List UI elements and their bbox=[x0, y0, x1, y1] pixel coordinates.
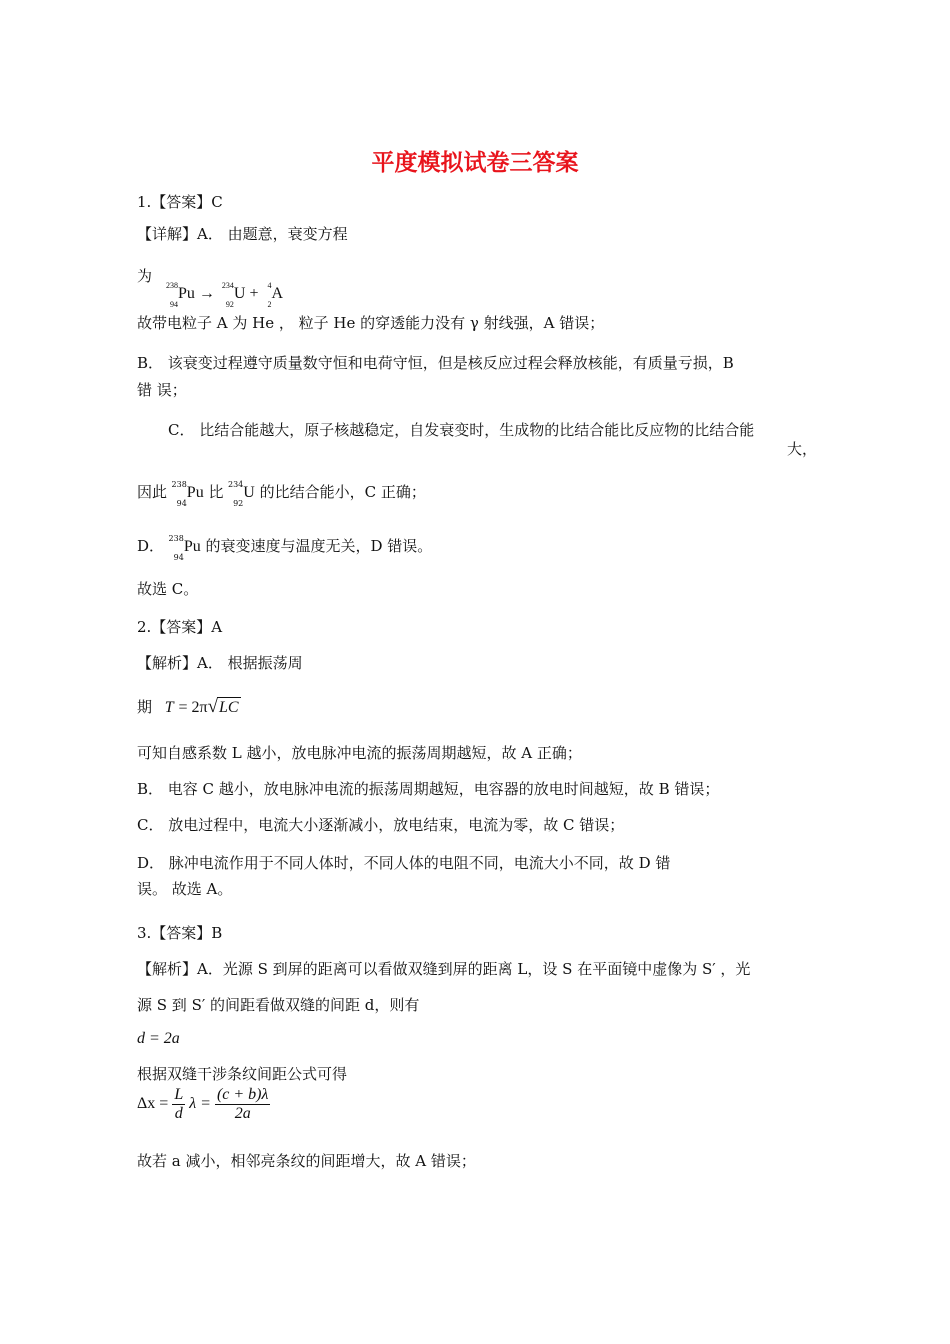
q3-d-equation: d = 2a bbox=[137, 1030, 180, 1047]
q3-analysis-line1: 【解析】A．光源 S 到屏的距离可以看做双缝到屏的距离 L，设 S 在平面镜中虚像为 S′ ，光 bbox=[137, 960, 751, 978]
q2-answer: 2.【答案】A bbox=[137, 618, 223, 636]
q1-answer: 1.【答案】C bbox=[137, 193, 223, 211]
isotope-pu: 238 94 bbox=[166, 281, 178, 310]
q3-conclusion: 故若 a 减小，相邻亮条纹的间距增大，故 A 错误； bbox=[137, 1152, 476, 1170]
q1-detail-a: 【详解】A． 由题意，衰变方程 bbox=[137, 225, 348, 243]
decay-equation: 238 94 Pu → 234 92 U + 4 2 A bbox=[163, 284, 283, 304]
fraction-l-over-d: $\frac{L}{d}$ bbox=[174, 1086, 184, 1122]
q1-b-line1: B． 该衰变过程遵守质量数守恒和电荷守恒，但是核反应过程会释放核能，有质量亏损，B bbox=[137, 354, 734, 372]
q2-a-conclusion: 可知自感系数 L 越小，放电脉冲电流的振荡周期越短，故 A 正确； bbox=[137, 744, 582, 762]
q1-c-line2: 大， bbox=[787, 440, 818, 458]
isotope-u: 234 92 bbox=[221, 281, 234, 310]
isotope-a: 4 2 bbox=[267, 281, 272, 310]
q3-answer: 3.【答案】B bbox=[137, 924, 223, 942]
q2-period-formula: 期 T = 2π√LC bbox=[137, 696, 239, 717]
q3-formula-intro: 根据双缝干涉条纹间距公式可得 bbox=[137, 1065, 348, 1083]
isotope-u-c: 234 92 bbox=[228, 480, 244, 508]
fraction-cb-over-2a: $\frac{(c + b)\lambda}{2a}$ bbox=[216, 1086, 269, 1122]
q2-b: B． 电容 C 越小，放电脉冲电流的振荡周期越短，电容器的放电时间越短，故 B 错误； bbox=[137, 780, 720, 798]
q1-b-line2: 错 误； bbox=[137, 381, 187, 399]
q2-d-line2: 误。 故选 A。 bbox=[137, 880, 233, 898]
q2-analysis-a: 【解析】A． 根据振荡周 bbox=[137, 654, 303, 672]
q2-d-line1: D． 脉冲电流作用于不同人体时，不同人体的电阻不同，电流大小不同，故 D 错 bbox=[137, 854, 671, 872]
q1-choice: 故选 C。 bbox=[137, 580, 199, 598]
q3-analysis-line2: 源 S 到 S′ 的间距看做双缝的间距 d，则有 bbox=[137, 996, 420, 1014]
q2-c: C． 放电过程中，电流大小逐渐减小，放电结束，电流为零，故 C 错误； bbox=[137, 816, 625, 834]
q1-a-conclusion: 故带电粒子 A 为 He ， 粒子 He 的穿透能力没有 γ 射线强，A 错误； bbox=[137, 314, 605, 332]
page-title: 平度模拟试卷三答案 bbox=[371, 150, 579, 176]
q1-c-line1: C． 比结合能越大，原子核越稳定，自发衰变时，生成物的比结合能比反应物的比结合能 bbox=[168, 421, 755, 439]
isotope-pu-c: 238 94 bbox=[171, 480, 187, 508]
q1-c-line3: 因此 238 94 Pu 比 234 92 U 的比结合能小，C 正确； bbox=[137, 480, 426, 508]
fringe-spacing-formula: Δx = $\frac{L}{d}$ λ = $\frac{(c + b)\lambda}{2a}$ bbox=[137, 1086, 269, 1122]
isotope-pu-d: 238 94 bbox=[168, 534, 184, 562]
q1-d-line: D． 238 94 Pu 的衰变速度与温度无关，D 错误。 bbox=[137, 534, 433, 562]
q1-wei: 为 bbox=[137, 267, 153, 285]
